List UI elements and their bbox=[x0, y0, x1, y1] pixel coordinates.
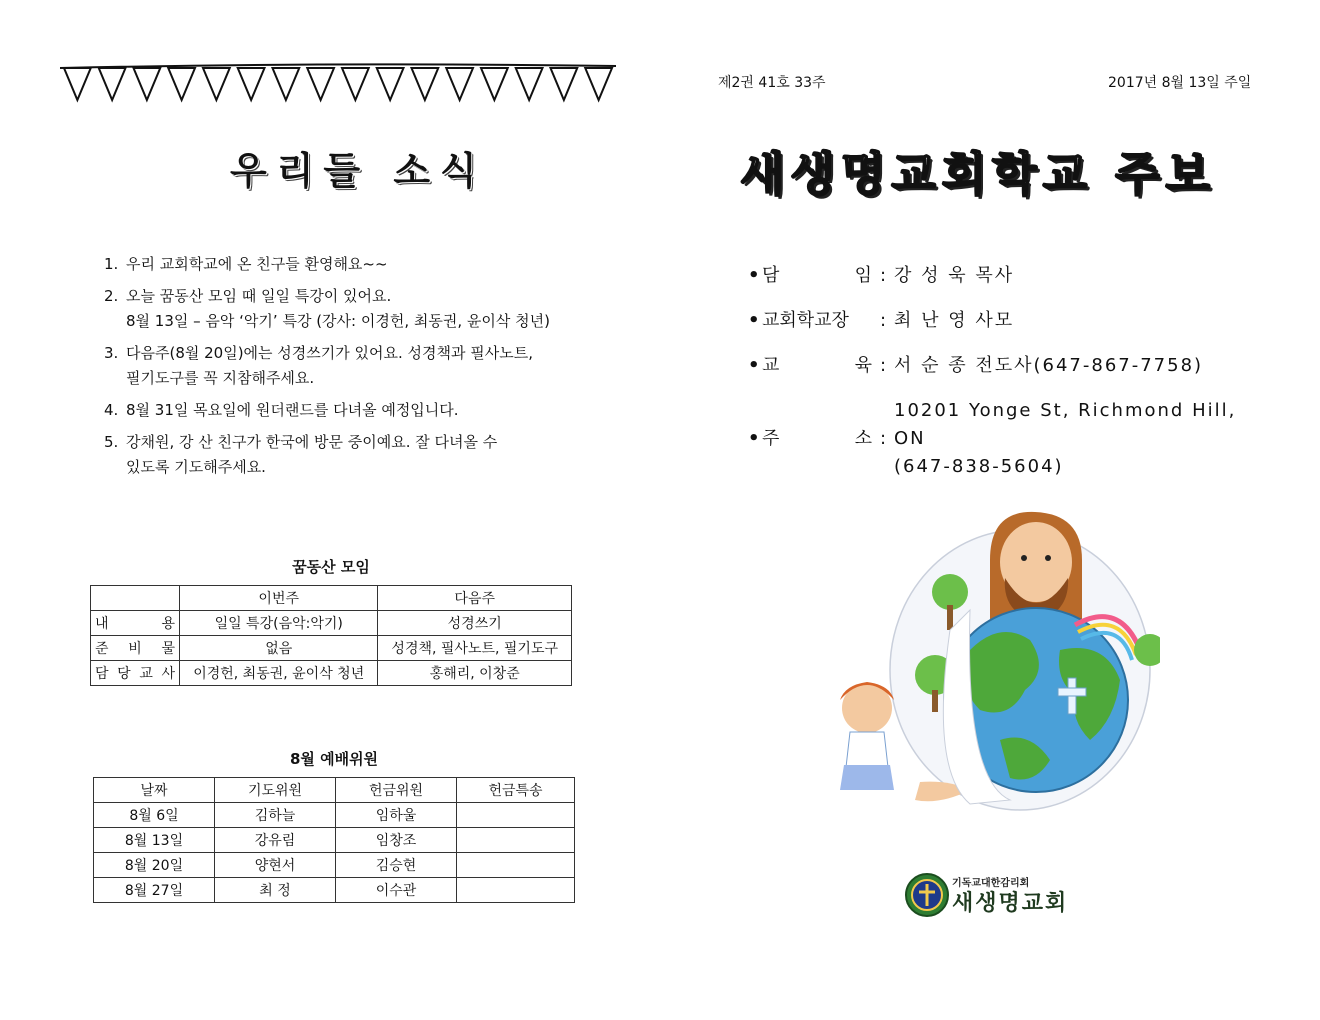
table-header-cell: 기도위원 bbox=[215, 778, 336, 803]
table-cell bbox=[457, 803, 575, 828]
bunting-flag bbox=[238, 68, 265, 100]
church-name: 새생명교회 bbox=[952, 891, 1069, 916]
table-cell: 임하울 bbox=[336, 803, 457, 828]
colon: : bbox=[879, 355, 887, 376]
info-label: 주 소 bbox=[762, 428, 872, 449]
colon: : bbox=[879, 310, 887, 331]
table-cell: 8월 13일 bbox=[94, 828, 215, 853]
meeting-table-caption: 꿈동산 모임 bbox=[292, 558, 370, 576]
bunting-flag bbox=[134, 68, 161, 100]
table-header-cell: 날짜 bbox=[94, 778, 215, 803]
info-row-address bbox=[748, 397, 1248, 481]
bunting-flag bbox=[203, 68, 230, 100]
bulletin-title: 새생명교회학교 주보 bbox=[740, 147, 1216, 201]
bunting-flag bbox=[377, 68, 404, 100]
meeting-table bbox=[90, 585, 572, 686]
staff-info bbox=[748, 262, 1248, 498]
bunting-flag bbox=[551, 68, 578, 100]
table-cell: 김하늘 bbox=[215, 803, 336, 828]
bunting-flag bbox=[516, 68, 543, 100]
table-cell: 강유림 bbox=[215, 828, 336, 853]
table-cell: 최 정 bbox=[215, 878, 336, 903]
bunting-flag bbox=[446, 68, 473, 100]
table-row-header: 담 당 교 사 bbox=[91, 661, 180, 686]
table-cell: 없음 bbox=[180, 636, 378, 661]
news-title: 우리들 소식 bbox=[230, 149, 487, 193]
bunting-flag bbox=[412, 68, 439, 100]
table-row-header: 내 용 bbox=[91, 611, 180, 636]
table-cell: 8월 27일 bbox=[94, 878, 215, 903]
table-row bbox=[91, 661, 572, 686]
bunting-decoration bbox=[60, 60, 616, 108]
table-header-cell: 이번주 bbox=[180, 586, 378, 611]
table-header-cell: 다음주 bbox=[378, 586, 572, 611]
jesus-globe-illustration bbox=[820, 500, 1160, 830]
bunting-flag bbox=[64, 68, 91, 100]
table-row bbox=[94, 803, 575, 828]
table-cell: 김승현 bbox=[336, 853, 457, 878]
address-line: 10201 Yonge St, Richmond Hill, ON bbox=[894, 400, 1237, 449]
table-row-header: 준 비 물 bbox=[91, 636, 180, 661]
table-row bbox=[94, 853, 575, 878]
bunting-flag bbox=[342, 68, 369, 100]
news-item: 4. 8월 31일 목요일에 원더랜드를 다녀올 예정입니다. bbox=[104, 401, 459, 419]
table-cell: 이수관 bbox=[336, 878, 457, 903]
table-cell: 이경헌, 최동권, 윤이삭 청년 bbox=[180, 661, 378, 686]
table-header-cell: 헌금특송 bbox=[457, 778, 575, 803]
table-header-cell bbox=[91, 586, 180, 611]
table-cell bbox=[457, 878, 575, 903]
info-label: 담 임 bbox=[762, 265, 872, 286]
news-item: 5. 강채원, 강 산 친구가 한국에 방문 중이예요. 잘 다녀올 수 있도록 기도해주세요. bbox=[104, 433, 498, 476]
info-label: 교회학교장 bbox=[762, 310, 849, 331]
bullet-icon: • bbox=[748, 265, 760, 286]
table-cell: 8월 20일 bbox=[94, 853, 215, 878]
worship-table bbox=[93, 777, 575, 903]
table-row bbox=[94, 828, 575, 853]
info-row-principal bbox=[748, 307, 1248, 335]
table-cell: 성경책, 필사노트, 필기도구 bbox=[378, 636, 572, 661]
worship-table-caption: 8월 예배위원 bbox=[289, 750, 379, 768]
bunting-flag bbox=[99, 68, 126, 100]
table-row bbox=[91, 611, 572, 636]
news-item: 2. 오늘 꿈동산 모임 때 일일 특강이 있어요. 8월 13일 – 음악 ‘악기’ 특강 (강사: 이경헌, 최동권, 윤이삭 청년) bbox=[104, 287, 550, 330]
denomination-label: 기독교대한감리회 bbox=[952, 878, 1030, 889]
issue-number: 제2권 41호 33주 bbox=[718, 75, 826, 91]
bunting-flag bbox=[481, 68, 508, 100]
bunting-flag bbox=[168, 68, 195, 100]
table-cell: 양현서 bbox=[215, 853, 336, 878]
table-cell: 성경쓰기 bbox=[378, 611, 572, 636]
bunting-flag bbox=[307, 68, 334, 100]
info-value bbox=[894, 397, 1248, 481]
table-row bbox=[94, 878, 575, 903]
table-cell: 일일 특강(음악:악기) bbox=[180, 611, 378, 636]
table-cell: 8월 6일 bbox=[94, 803, 215, 828]
info-value: 강 성 욱 목사 bbox=[894, 265, 1015, 286]
news-item: 1. 우리 교회학교에 온 친구들 환영해요~~ bbox=[104, 255, 388, 273]
news-list bbox=[104, 252, 574, 487]
news-item: 3. 다음주(8월 20일)에는 성경쓰기가 있어요. 성경책과 필사노트, 필기도구를 꼭 지참해주세요. bbox=[104, 344, 533, 387]
bullet-icon: • bbox=[748, 355, 760, 376]
table-header-row bbox=[91, 586, 572, 611]
info-label: 교 육 bbox=[762, 355, 872, 376]
table-cell: 임창조 bbox=[336, 828, 457, 853]
table-cell: 홍해리, 이창준 bbox=[378, 661, 572, 686]
bunting-flag bbox=[585, 68, 612, 100]
bullet-icon: • bbox=[748, 428, 760, 449]
colon: : bbox=[879, 428, 887, 449]
bunting-flag bbox=[273, 68, 300, 100]
table-cell bbox=[457, 853, 575, 878]
address-phone: (647-838-5604) bbox=[894, 456, 1064, 477]
colon: : bbox=[879, 265, 887, 286]
table-row bbox=[91, 636, 572, 661]
bulletin-date: 2017년 8월 13일 주일 bbox=[1108, 75, 1252, 91]
info-value: 최 난 영 사모 bbox=[894, 310, 1015, 331]
table-cell bbox=[457, 828, 575, 853]
table-header-row bbox=[94, 778, 575, 803]
info-row-pastor bbox=[748, 262, 1248, 290]
bullet-icon: • bbox=[748, 310, 760, 331]
info-value: 서 순 종 전도사(647-867-7758) bbox=[894, 355, 1204, 376]
table-header-cell: 헌금위원 bbox=[336, 778, 457, 803]
info-row-education bbox=[748, 352, 1248, 380]
